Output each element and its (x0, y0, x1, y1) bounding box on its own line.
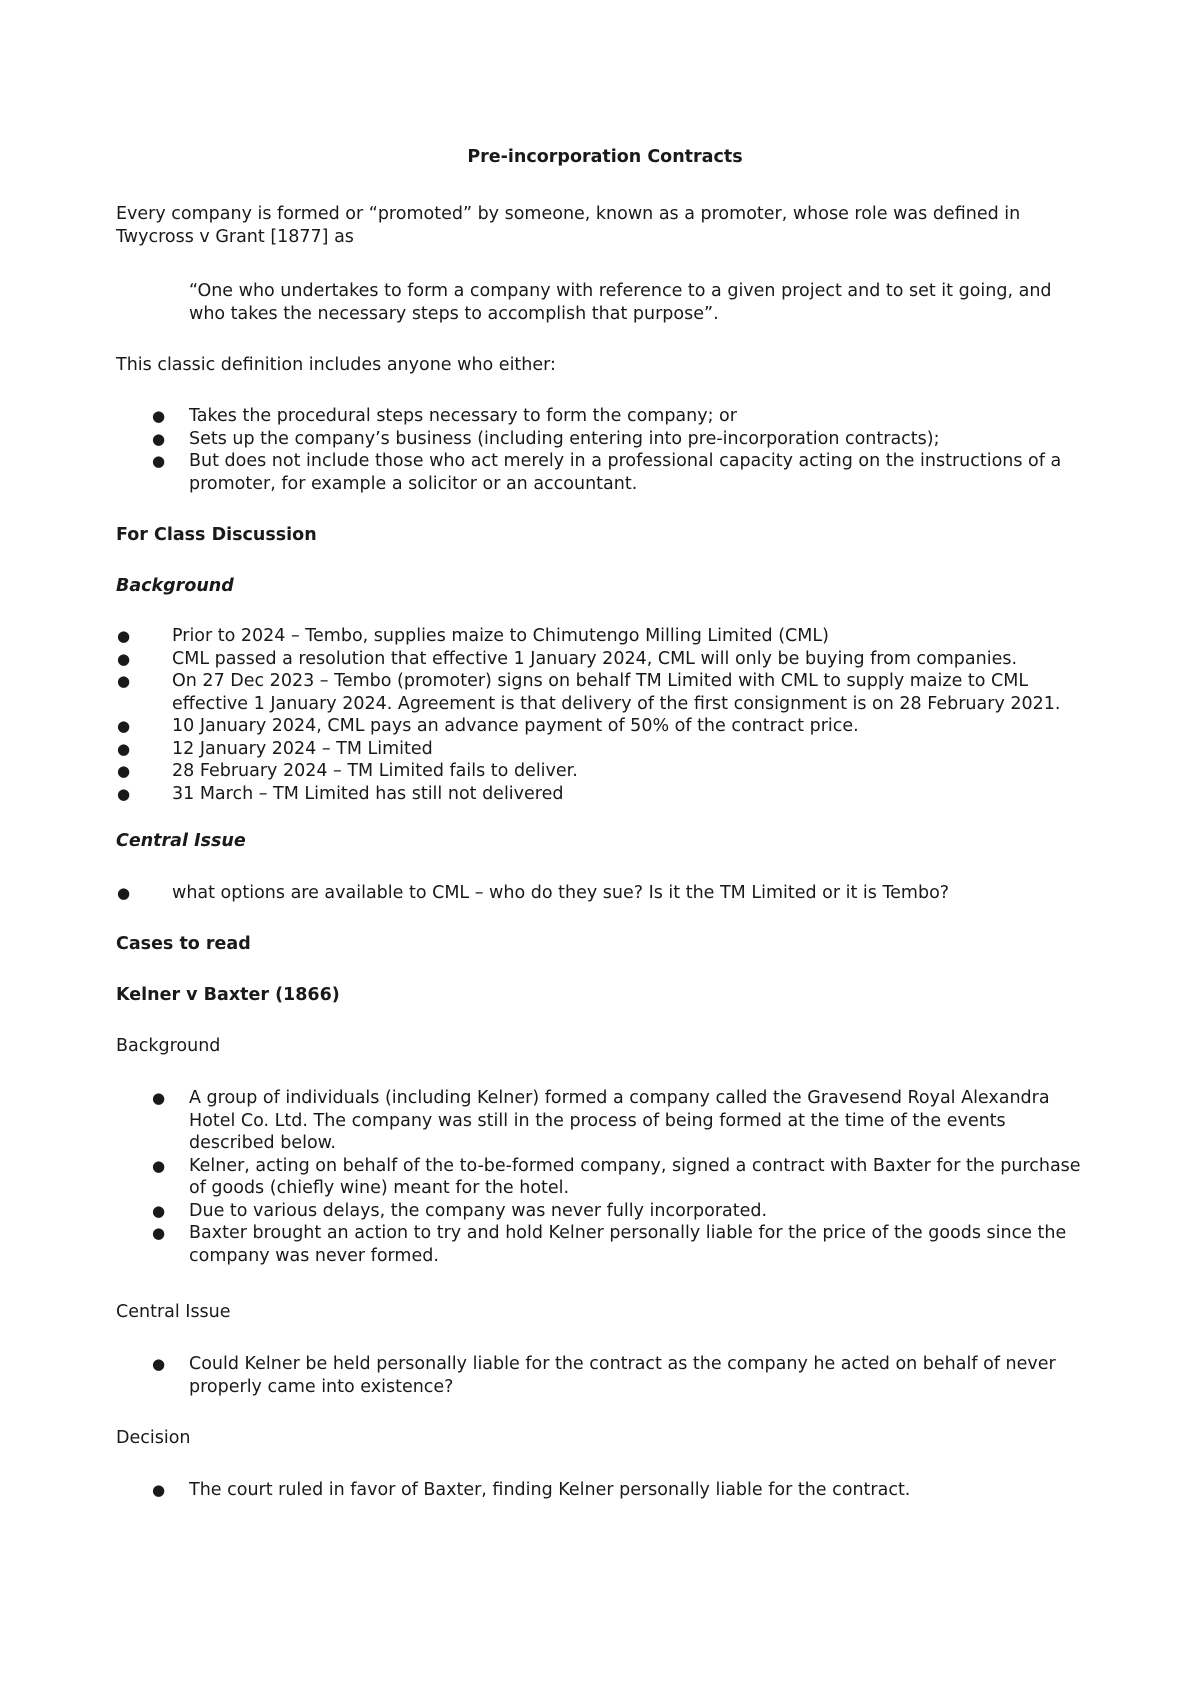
list-item: ● On 27 Dec 2023 – Tembo (promoter) signs on behalf TM Limited with CML to supply maize to CML effective 1 January 2024. Agreement is that delivery of the first consignment is on 28 February 2021. (117, 671, 1061, 714)
case-issue-label: Central Issue (116, 1302, 231, 1322)
background-list (117, 625, 1072, 805)
bullet-icon: ● (152, 452, 166, 470)
bullet-icon: ● (152, 1481, 166, 1499)
list-item: ● Baxter brought an action to try and hold Kelner personally liable for the price of the goods since the company was never formed. (152, 1223, 1067, 1266)
definition-quote: “One who undertakes to form a company with reference to a given project and to set it going, and who takes the necessary steps to accomplish that purpose”. (189, 281, 1052, 324)
list-item: ● But does not include those who act merely in a professional capacity acting on the instructions of a promoter, for example a solicitor or an accountant. (152, 451, 1062, 494)
bullet-icon: ● (152, 407, 166, 425)
list-item: ● Prior to 2024 – Tembo, supplies maize to Chimutengo Milling Limited (CML) (117, 626, 829, 646)
list-item: ● A group of individuals (including Kelner) formed a company called the Gravesend Royal Alexandra Hotel Co. Ltd. The company was still in the process of being formed at the time of the events described below. (152, 1088, 1050, 1153)
list-item: ● Takes the procedural steps necessary to form the company; or (152, 406, 737, 426)
bullet-icon: ● (117, 717, 131, 735)
list-item: ● Kelner, acting on behalf of the to-be-formed company, signed a contract with Baxter for the purchase of goods (chiefly wine) meant for the hotel. (152, 1155, 1081, 1198)
bullet-icon: ● (152, 1224, 166, 1242)
bullet-icon: ● (152, 1089, 166, 1107)
bullet-icon: ● (152, 429, 166, 448)
case-background-label: Background (116, 1036, 221, 1056)
page-title: Pre-incorporation Contracts (467, 147, 743, 167)
class-discussion-heading: For Class Discussion (116, 525, 317, 545)
case-issue-list (152, 1353, 1089, 1398)
bullet-icon: ● (117, 649, 131, 668)
definition-lead: This classic definition includes anyone who either: (116, 355, 556, 375)
case-name: Kelner v Baxter (1866) (116, 985, 340, 1005)
background-heading: Background (116, 576, 234, 596)
list-item: ● 28 February 2024 – TM Limited fails to deliver. (117, 761, 578, 781)
bullet-icon: ● (117, 672, 131, 690)
case-decision-label: Decision (116, 1428, 191, 1448)
list-item: ● what options are available to CML – who do they sue? Is it the TM Limited or it is Tembo? (117, 883, 950, 903)
bullet-icon: ● (117, 762, 131, 780)
bullet-icon: ● (117, 784, 131, 803)
list-item: ● Due to various delays, the company was never fully incorporated. (152, 1200, 768, 1221)
intro-paragraph: Every company is formed or “promoted” by someone, known as a promoter, whose role was defined in Twycross v Grant [1877] as (116, 204, 1021, 247)
definition-list (152, 405, 1089, 495)
list-item: ● 10 January 2024, CML pays an advance payment of 50% of the contract price. (117, 716, 859, 736)
bullet-icon: ● (117, 627, 131, 645)
case-background-list (152, 1087, 1089, 1267)
central-issue-heading: Central Issue (116, 831, 246, 851)
central-issue-list (117, 882, 1072, 905)
list-item: ● 12 January 2024 – TM Limited (117, 738, 433, 759)
bullet-icon: ● (152, 1156, 166, 1175)
bullet-icon: ● (117, 739, 131, 758)
case-decision-list (152, 1479, 1089, 1502)
list-item: ● CML passed a resolution that effective 1 January 2024, CML will only be buying from companies. (117, 648, 1018, 669)
cases-heading: Cases to read (116, 934, 251, 954)
bullet-icon: ● (152, 1355, 166, 1373)
bullet-icon: ● (117, 884, 131, 902)
list-item: ● 31 March – TM Limited has still not delivered (117, 783, 564, 804)
list-item: ● Could Kelner be held personally liable for the contract as the company he acted on behalf of never properly came into existence? (152, 1354, 1056, 1397)
bullet-icon: ● (152, 1201, 166, 1220)
list-item: ● Sets up the company’s business (including entering into pre-incorporation contracts); (152, 428, 940, 449)
list-item: ● The court ruled in favor of Baxter, finding Kelner personally liable for the contract. (152, 1480, 911, 1500)
